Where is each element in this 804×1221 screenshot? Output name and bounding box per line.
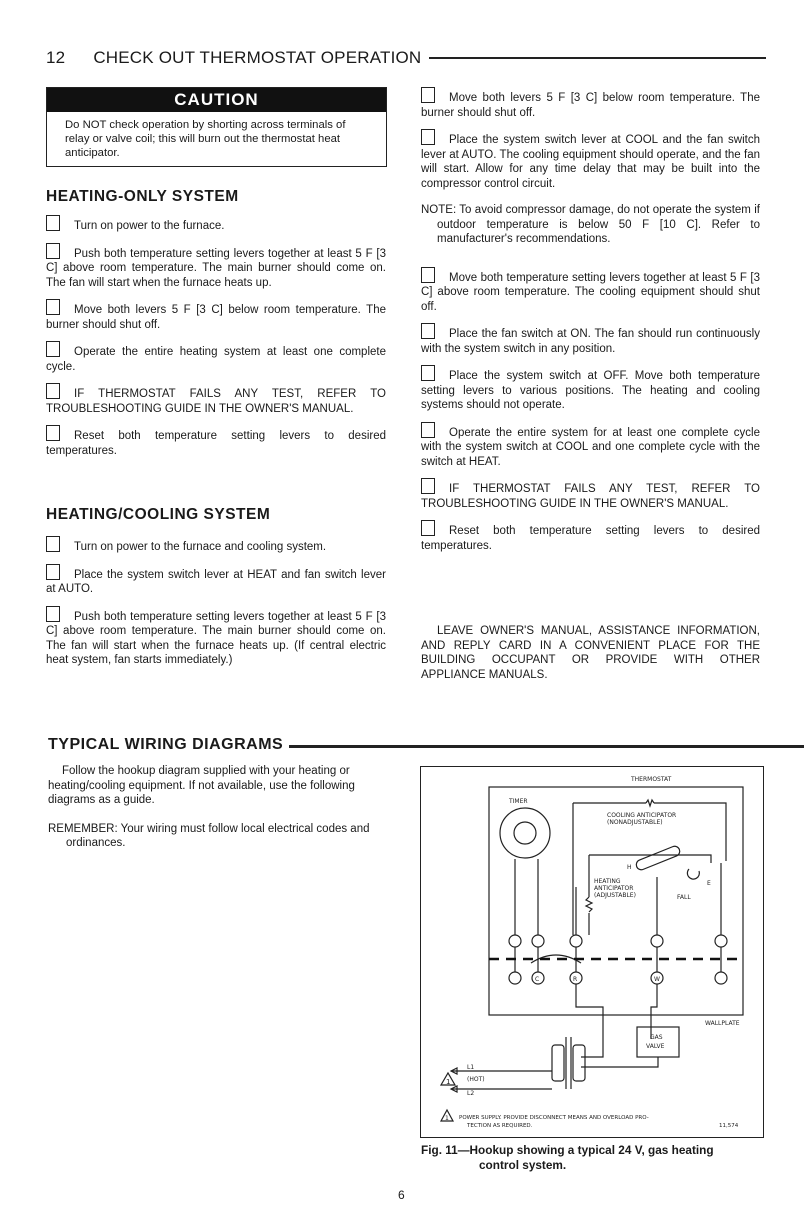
caption-line-2: control system. <box>479 1158 567 1172</box>
wire <box>576 984 603 1057</box>
terminal <box>651 935 663 947</box>
right-column <box>421 87 760 562</box>
step-item: Move both levers 5 F [3 C] below room temperature. The burner should shut off. <box>421 87 760 120</box>
warning-number: 1 <box>445 1115 449 1122</box>
page-header <box>46 48 766 68</box>
label-wallplate: WALLPLATE <box>705 1020 740 1027</box>
caution-box <box>46 87 387 167</box>
wire <box>651 984 657 1039</box>
label-terminal-w: W <box>654 976 660 983</box>
heating-only-steps <box>46 215 386 467</box>
checkbox-icon[interactable] <box>46 425 60 441</box>
transformer-secondary <box>573 1045 585 1081</box>
compressor-note: NOTE: To avoid compressor damage, do not operate the system if outdoor temperature is below 50 F [10 C]. Refer to manufacturer's recommendations. <box>421 204 760 245</box>
gas-valve <box>637 1027 679 1057</box>
transformer-primary <box>552 1045 564 1081</box>
terminal <box>715 972 727 984</box>
step-item: Push both temperature setting levers together at least 5 F [3 C] above room temperature. The main burner should come on. The fan will start when the furnace heats up. (If central electric heat system, fan starts immediately.) <box>46 606 386 668</box>
terminal <box>532 935 544 947</box>
label-cooling-anticipator: COOLING ANTICIPATOR <box>607 812 677 819</box>
wiring-diagram-svg <box>421 767 763 1137</box>
step-item: Place the system switch at OFF. Move both temperature setting levers to various positions. The heating and cooling systems should not operate. <box>421 365 760 413</box>
step-item: Turn on power to the furnace. <box>46 215 386 234</box>
wiring-para-2: REMEMBER: Your wiring must follow local electrical codes and ordinances. <box>48 822 370 849</box>
switch-arc <box>687 869 699 879</box>
terminal <box>509 935 521 947</box>
step-item: Reset both temperature setting levers to desired temperatures. <box>46 425 386 458</box>
label-e: E <box>707 880 711 887</box>
mercury-switch <box>635 845 681 872</box>
heating-anticipator-resistor <box>586 855 592 912</box>
timer-hub <box>514 822 536 844</box>
wiring-diagram <box>420 766 764 1138</box>
step-item: Operate the entire heating system at least one complete cycle. <box>46 341 386 374</box>
label-l1: L1 <box>467 1064 475 1071</box>
label-h: H <box>627 864 632 871</box>
label-hot: (HOT) <box>467 1076 485 1083</box>
label-cooling-nonadjustable: (NONADJUSTABLE) <box>607 819 663 826</box>
checkbox-icon[interactable] <box>46 564 60 580</box>
power-note-line-2: TECTION AS REQUIRED. <box>467 1123 533 1129</box>
step-item: Push both temperature setting levers together at least 5 F [3 C] above room temperature. The main burner should come on. The fan will start when the furnace heats up. <box>46 243 386 291</box>
heating-cooling-steps <box>46 536 386 677</box>
wiring-section-header <box>48 736 804 754</box>
checkbox-icon[interactable] <box>46 299 60 315</box>
caption-line-1: Fig. 11—Hookup showing a typical 24 V, gas heating <box>421 1143 714 1157</box>
label-valve: VALVE <box>646 1043 665 1050</box>
label-adjustable: (ADJUSTABLE) <box>594 892 636 899</box>
step-item: IF THERMOSTAT FAILS ANY TEST, REFER TO TROUBLESHOOTING GUIDE IN THE OWNER'S MANUAL. <box>46 383 386 416</box>
heating-only-heading: HEATING-ONLY SYSTEM <box>46 188 239 205</box>
page-number: 6 <box>398 1188 405 1202</box>
label-gas: GAS <box>650 1034 663 1041</box>
step-item: Reset both temperature setting levers to desired temperatures. <box>421 520 760 553</box>
warning-number: 1 <box>446 1078 451 1086</box>
wiring-rule <box>289 745 804 748</box>
checkbox-icon[interactable] <box>421 323 435 339</box>
wiring-para-1: Follow the hookup diagram supplied with your heating or heating/cooling equipment. If not available, use the following diagrams as a guide. <box>48 765 355 806</box>
leave-manual-text: LEAVE OWNER'S MANUAL, ASSISTANCE INFORMATION, AND REPLY CARD IN A CONVENIENT PLACE FOR THE BUILDING OCCUPANT OR PROVIDE WITH OTHER APPLIANCE MANUALS. <box>421 625 760 681</box>
caution-text: Do NOT check operation by shorting across terminals of relay or valve coil; this will burn out the thermostat heat anticipator. <box>65 119 346 159</box>
checkbox-icon[interactable] <box>421 267 435 283</box>
label-thermostat: THERMOSTAT <box>631 776 672 783</box>
section-number: 12 <box>46 48 66 67</box>
label-l2: L2 <box>467 1090 475 1097</box>
cooling-anticipator-resistor <box>646 800 654 806</box>
wire <box>581 1057 658 1067</box>
power-note-line-1: POWER SUPPLY. PROVIDE DISCONNECT MEANS AND OVERLOAD PRO- <box>459 1115 649 1121</box>
checkbox-icon[interactable] <box>421 478 435 494</box>
terminal <box>715 935 727 947</box>
label-anticipator: ANTICIPATOR <box>594 885 634 892</box>
step-item: Move both levers 5 F [3 C] below room temperature. The burner should shut off. <box>46 299 386 332</box>
checkbox-icon[interactable] <box>421 365 435 381</box>
checkbox-icon[interactable] <box>46 606 60 622</box>
checkbox-icon[interactable] <box>46 341 60 357</box>
timer-dial <box>500 808 550 858</box>
label-fall: FALL <box>677 894 691 901</box>
caution-label: CAUTION <box>47 88 386 112</box>
checkbox-icon[interactable] <box>421 520 435 536</box>
step-item: Place the fan switch at ON. The fan should run continuously with the system switch in any position. <box>421 323 760 356</box>
step-item: Operate the entire system for at least one complete cycle with the system switch at COOL and one complete cycle with the switch at HEAT. <box>421 422 760 470</box>
checkbox-icon[interactable] <box>46 383 60 399</box>
step-item: Place the system switch lever at HEAT and fan switch lever at AUTO. <box>46 564 386 597</box>
label-terminal-c: C <box>535 976 540 983</box>
heating-cooling-heading: HEATING/COOLING SYSTEM <box>46 506 271 523</box>
wiring-heading: TYPICAL WIRING DIAGRAMS <box>48 736 284 753</box>
checkbox-icon[interactable] <box>421 422 435 438</box>
checkbox-icon[interactable] <box>46 215 60 231</box>
step-item: Move both temperature setting levers together at least 5 F [3 C] above room temperature. The cooling equipment should shut off. <box>421 267 760 315</box>
label-heating: HEATING <box>594 878 621 885</box>
step-item: Turn on power to the furnace and cooling system. <box>46 536 386 555</box>
checkbox-icon[interactable] <box>421 87 435 103</box>
label-terminal-r: R <box>573 976 578 983</box>
checkbox-icon[interactable] <box>46 536 60 552</box>
wiring-intro <box>48 764 388 851</box>
transformer-core <box>566 1037 571 1089</box>
terminal <box>509 972 521 984</box>
terminal <box>570 935 582 947</box>
step-item: IF THERMOSTAT FAILS ANY TEST, REFER TO TROUBLESHOOTING GUIDE IN THE OWNER'S MANUAL. <box>421 478 760 511</box>
section-title: CHECK OUT THERMOSTAT OPERATION <box>93 48 422 67</box>
step-item: Place the system switch lever at COOL and the fan switch lever at AUTO. The cooling equipment should operate, and the fan will start. Allow for any time delay that may be built into the compressor control circuit. <box>421 129 760 191</box>
figure-caption <box>421 1143 766 1173</box>
header-rule <box>429 57 766 59</box>
label-timer: TIMER <box>509 798 528 805</box>
figure-code: 11,574 <box>719 1123 739 1129</box>
checkbox-icon[interactable] <box>46 243 60 259</box>
checkbox-icon[interactable] <box>421 129 435 145</box>
